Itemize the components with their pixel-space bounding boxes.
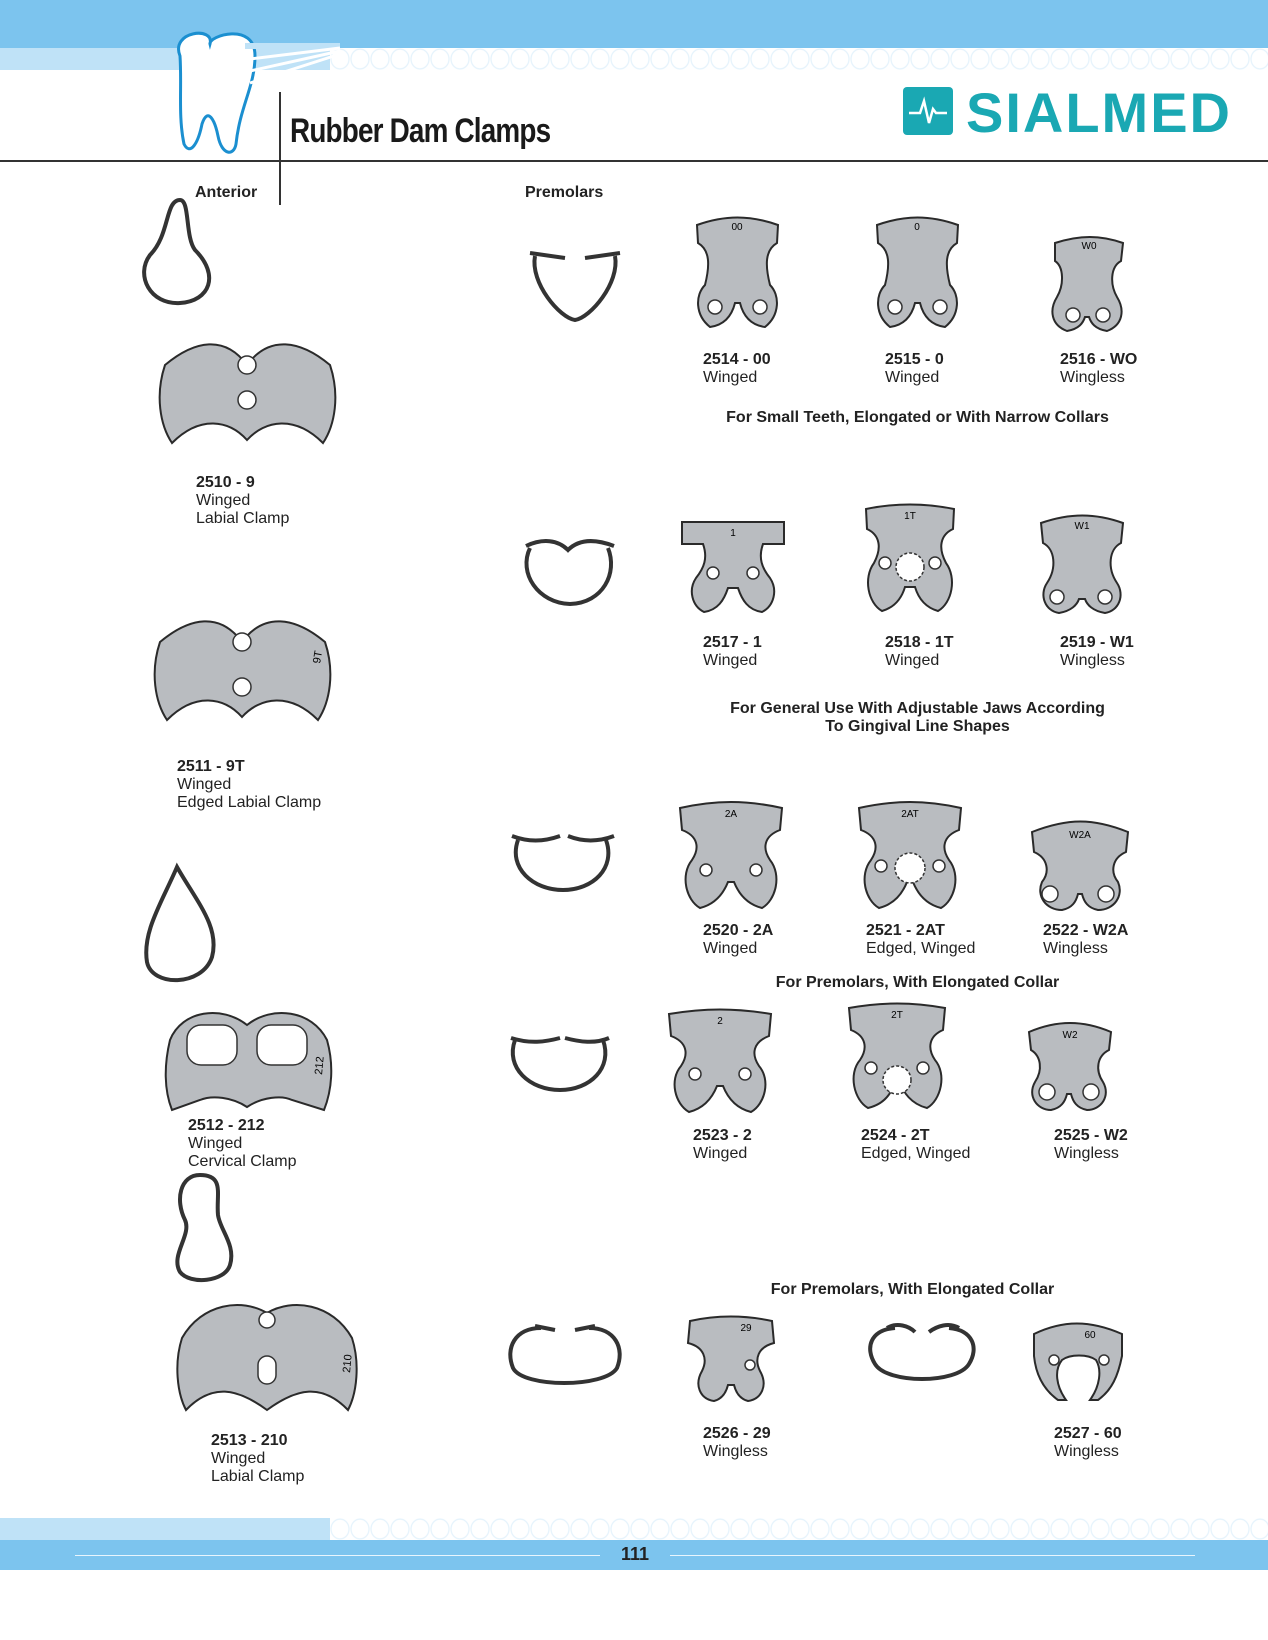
clamp-2513-image: [172, 1298, 362, 1416]
item-code: 2519 - W1: [1060, 634, 1134, 651]
caption-2515: [885, 351, 944, 387]
item-type: Wingless: [1054, 1145, 1119, 1162]
clamp-2523-image: [665, 1008, 775, 1118]
page-number: 111: [600, 1544, 670, 1565]
item-type: Edged, Winged: [861, 1145, 971, 1162]
section-label-anterior: Anterior: [195, 184, 258, 201]
item-type: Winged: [885, 652, 940, 669]
item-code: 2527 - 60: [1054, 1425, 1122, 1442]
clamp-2512-image: [162, 1005, 337, 1115]
stamp-text: 29: [740, 1323, 752, 1334]
footer-ring-pattern: [330, 1518, 1268, 1540]
row-note: [660, 700, 1175, 736]
stamp-text: 2T: [891, 1010, 903, 1021]
item-code: 2526 - 29: [703, 1425, 771, 1442]
row-note: [660, 409, 1175, 427]
item-type: Winged: [885, 369, 940, 386]
item-code: 2518 - 1T: [885, 634, 954, 651]
item-code: 2520 - 2A: [703, 922, 774, 939]
item-description: Cervical Clamp: [188, 1153, 297, 1170]
row-note-line: To Gingival Line Shapes: [825, 718, 1010, 735]
item-code: 2517 - 1: [703, 634, 762, 651]
stamp-text: 2: [717, 1016, 723, 1027]
stamp-text: W1: [1074, 521, 1090, 532]
caption-2522: [1043, 922, 1128, 958]
stamp-text: 1T: [904, 511, 916, 522]
item-type: Wingless: [703, 1443, 768, 1460]
row-note-line: For Premolars, With Elongated Collar: [770, 1281, 1055, 1298]
clamp-2517-image: [678, 518, 788, 618]
stamp-text: W0: [1081, 241, 1097, 252]
item-code: 2513 - 210: [211, 1432, 288, 1449]
item-code: 2516 - WO: [1060, 351, 1138, 368]
caption-2523: [693, 1127, 752, 1163]
item-type: Winged: [211, 1450, 266, 1467]
stamp-text: 210: [341, 1353, 355, 1374]
item-code: 2511 - 9T: [177, 758, 245, 775]
item-code: 2515 - 0: [885, 351, 944, 368]
item-code: 2523 - 2: [693, 1127, 752, 1144]
row-note: [655, 1281, 1170, 1299]
stamp-text: 9T: [311, 649, 326, 665]
clamp-2510-image: [155, 335, 340, 450]
clamp-bow-image: [505, 1318, 625, 1393]
clamp-bow-image: [505, 1028, 615, 1093]
item-code: 2514 - 00: [703, 351, 771, 368]
item-type: Winged: [177, 776, 232, 793]
clamp-bow-image: [865, 1318, 980, 1393]
clamp-2514-image: [685, 215, 790, 335]
clamp-2519-image: [1035, 513, 1130, 618]
brand-logo-icon: [903, 87, 953, 135]
item-type: Winged: [188, 1135, 243, 1152]
header-divider: [0, 160, 1268, 162]
clamp-bow-image: [508, 828, 618, 893]
clamp-2525-image: [1025, 1020, 1115, 1115]
caption-2514: [703, 351, 771, 387]
row-note-line: For Small Teeth, Elongated or With Narrow Collars: [726, 409, 1109, 426]
clamp-bow-image: [140, 195, 220, 310]
item-type: Wingless: [1060, 369, 1125, 386]
item-code: 2525 - W2: [1054, 1127, 1128, 1144]
row-note-line: For General Use With Adjustable Jaws According: [730, 700, 1105, 717]
stamp-text: 2A: [724, 809, 738, 820]
item-code: 2524 - 2T: [861, 1127, 930, 1144]
footer-band-light: [0, 1518, 330, 1540]
clamp-bow-image: [142, 862, 222, 987]
clamp-2521-image: [855, 800, 965, 915]
caption-2511: [177, 758, 321, 812]
row-note: [660, 974, 1175, 992]
caption-2516: [1060, 351, 1137, 387]
caption-2513: [211, 1432, 304, 1486]
item-type: Winged: [703, 940, 758, 957]
item-type: Winged: [196, 492, 251, 509]
clamp-2526-image: [682, 1315, 780, 1405]
caption-2520: [703, 922, 773, 958]
clamp-2524-image: [845, 1002, 950, 1117]
item-type: Wingless: [1043, 940, 1108, 957]
clamp-2518-image: [860, 503, 960, 618]
clamp-bow-image: [170, 1170, 245, 1285]
stamp-text: 60: [1084, 1330, 1096, 1341]
clamp-2527-image: [1028, 1320, 1128, 1405]
item-code: 2510 - 9: [196, 474, 255, 491]
clamp-bow-image: [525, 238, 625, 323]
caption-2527: [1054, 1425, 1122, 1461]
caption-2517: [703, 634, 762, 670]
item-code: 2522 - W2A: [1043, 922, 1129, 939]
stamp-text: 212: [313, 1055, 327, 1076]
stamp-text: W2A: [1069, 830, 1091, 841]
stamp-text: 00: [731, 222, 743, 233]
item-type: Edged, Winged: [866, 940, 976, 957]
item-type: Winged: [703, 652, 758, 669]
row-note-line: For Premolars, With Elongated Collar: [775, 974, 1060, 991]
caption-2521: [866, 922, 975, 958]
header-divider-vertical: [279, 92, 281, 205]
clamp-bow-image: [518, 528, 623, 608]
caption-2525: [1054, 1127, 1128, 1163]
page-title: Rubber Dam Clamps: [290, 112, 551, 150]
brand-name: SIALMED: [966, 81, 1232, 144]
item-description: Edged Labial Clamp: [177, 794, 322, 811]
caption-2526: [703, 1425, 771, 1461]
clamp-2522-image: [1028, 818, 1133, 913]
item-type: Wingless: [1060, 652, 1125, 669]
item-description: Labial Clamp: [211, 1468, 305, 1485]
item-code: 2521 - 2AT: [866, 922, 945, 939]
stamp-text: 1: [730, 528, 736, 539]
pulse-icon: [903, 87, 953, 135]
caption-2512: [188, 1117, 296, 1171]
caption-2519: [1060, 634, 1134, 670]
item-description: Labial Clamp: [196, 510, 290, 527]
section-label-premolars: Premolars: [525, 184, 604, 201]
clamp-2515-image: [865, 215, 970, 335]
item-type: Wingless: [1054, 1443, 1119, 1460]
clamp-2520-image: [676, 800, 786, 915]
item-type: Winged: [693, 1145, 748, 1162]
clamp-2516-image: [1045, 235, 1130, 335]
item-type: Winged: [703, 369, 758, 386]
stamp-text: 0: [914, 222, 920, 233]
stamp-text: 2AT: [901, 809, 919, 820]
header-ring-pattern: [330, 48, 1268, 70]
stamp-text: W2: [1062, 1030, 1078, 1041]
caption-2524: [861, 1127, 970, 1163]
item-code: 2512 - 212: [188, 1117, 265, 1134]
clamp-2511-image: [150, 612, 335, 727]
caption-2510: [196, 474, 289, 528]
caption-2518: [885, 634, 953, 670]
